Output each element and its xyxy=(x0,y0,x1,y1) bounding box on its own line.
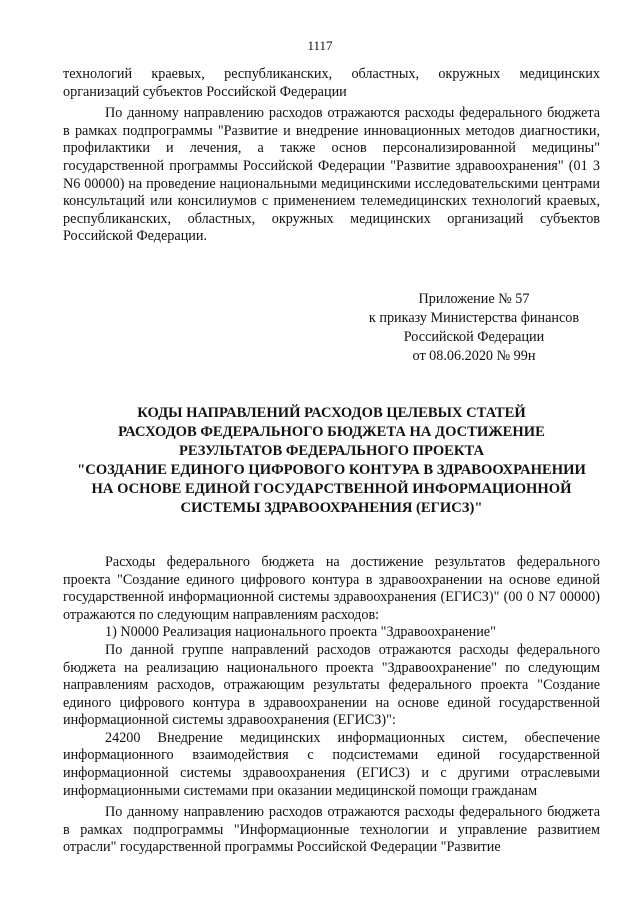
paragraph-body-5: По данному направлению расходов отражаются расходы федерального бюджета в рамках подпрограммы "Информационные технологии и управление развитием отрасли" государственной программы Российской Федерации "Развитие xyxy=(63,804,600,856)
title-line-1: КОДЫ НАПРАВЛЕНИЙ РАСХОДОВ ЦЕЛЕВЫХ СТАТЕЙ xyxy=(137,404,526,421)
paragraph-direction-description: По данному направлению расходов отражаются расходы федерального бюджета в рамках подпрограммы "Развитие и внедрение инновационных методов диагностики, профилактики и лечения, а также основ персонализированной медицины" государственной программы Российской Федерации "Развитие здравоохранения" (01 3 N6 00000) на проведение национальными медицинскими исследовательскими центрами консультаций или консилиумов с применением телемедицинских технологий краевых, республиканских, областных, окружных медицинских организаций субъектов Российской Федерации. xyxy=(63,105,600,245)
appendix-order: к приказу Министерства финансов xyxy=(368,309,580,326)
title-line-2: РАСХОДОВ ФЕДЕРАЛЬНОГО БЮДЖЕТА НА ДОСТИЖЕНИЕ xyxy=(118,423,545,440)
paragraph-body-4: 24200 Внедрение медицинских информационных систем, обеспечение информационного взаимодействия с подсистемами единой государственной информационной системы здравоохранения (ЕГИСЗ) и с другими отраслевыми информационными системами при оказании медицинской помощи гражданам xyxy=(63,729,600,799)
paragraph-body-2: 1) N0000 Реализация национального проекта "Здравоохранение" xyxy=(105,624,496,641)
appendix-country: Российской Федерации xyxy=(403,328,545,345)
title-line-5: НА ОСНОВЕ ЕДИНОЙ ГОСУДАРСТВЕННОЙ ИНФОРМАЦИОННОЙ xyxy=(91,480,572,497)
page-content xyxy=(63,66,600,857)
paragraph-intro-continuation: технологий краевых, республиканских, областных, окружных медицинских организаций субъектов Российской Федерации xyxy=(63,66,600,100)
appendix-block xyxy=(63,290,600,366)
document-title xyxy=(63,404,600,518)
title-line-6: СИСТЕМЫ ЗДРАВООХРАНЕНИЯ (ЕГИСЗ)" xyxy=(180,499,483,516)
title-line-4: "СОЗДАНИЕ ЕДИНОГО ЦИФРОВОГО КОНТУРА В ЗДРАВООХРАНЕНИИ xyxy=(77,461,586,478)
appendix-number: Приложение № 57 xyxy=(418,290,530,307)
title-line-3: РЕЗУЛЬТАТОВ ФЕДЕРАЛЬНОГО ПРОЕКТА xyxy=(178,442,485,459)
paragraph-body-1: Расходы федерального бюджета на достижение результатов федерального проекта "Создание единого цифрового контура в здравоохранении на основе единой государственной информационной системы здравоохранения (ЕГИСЗ)" (00 0 N7 00000) отражаются по следующим направлениям расходов: xyxy=(63,553,600,623)
page-number: 1117 xyxy=(307,38,333,53)
appendix-date: от 08.06.2020 № 99н xyxy=(412,347,536,364)
body-block xyxy=(63,554,600,857)
paragraph-body-3: По данной группе направлений расходов отражаются расходы федерального бюджета на реализацию национального проекта "Здравоохранение" по следующим направлениям расходов, отражающим результаты федерального проекта "Создание единого цифрового контура в здравоохранении на основе единой государственной информационной системы здравоохранения (ЕГИСЗ)": xyxy=(63,641,600,729)
